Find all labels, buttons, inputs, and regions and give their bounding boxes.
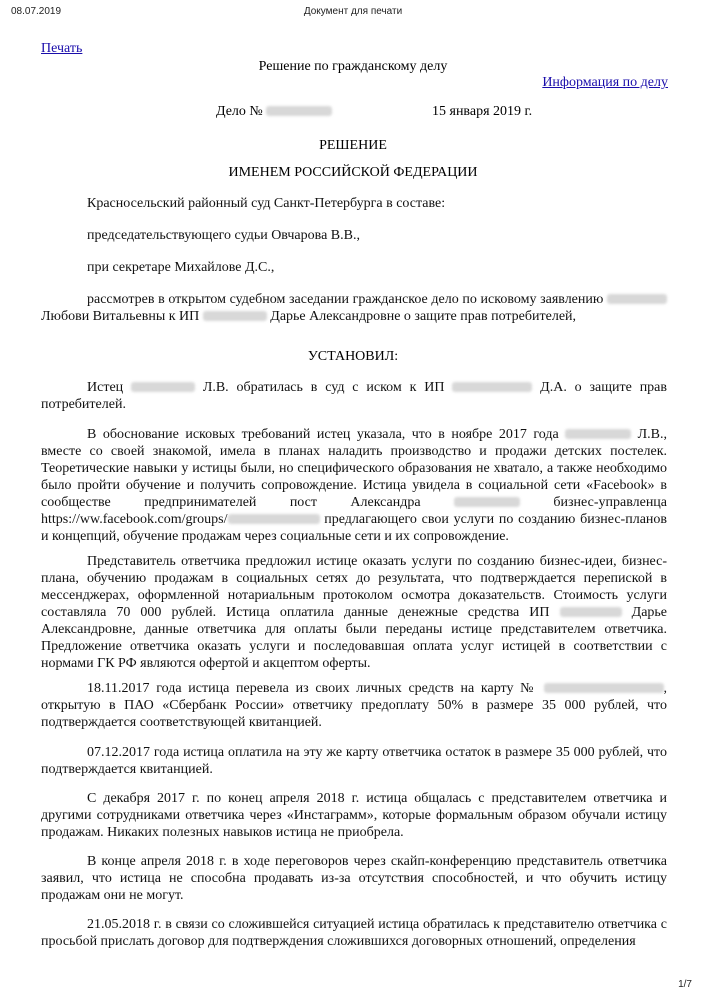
paragraph-claim: Истец Л.В. обратилась в суд с иском к ИП Д.А. о защите прав потребителей. bbox=[41, 380, 668, 412]
established-heading: УСТАНОВИЛ: bbox=[307, 349, 399, 364]
case-date: 15 января 2019 г. bbox=[432, 104, 533, 119]
redacted-defendant-surname bbox=[452, 382, 532, 392]
redacted-name bbox=[454, 497, 520, 507]
paragraph-negotiations: В конце апреля 2018 г. в ходе переговоров через скайп-конференцию представитель ответчика заявил, что истица не способна продавать из-за отсутствия способностей, и что обучить истицу продажам они не могут. bbox=[41, 854, 667, 903]
decision-heading: РЕШЕНИЕ bbox=[319, 138, 387, 153]
print-date: 08.07.2019 bbox=[11, 6, 62, 17]
paragraph-training: С декабря 2017 г. по конец апреля 2018 г. истица общалась с представителем ответчика и другими сотрудниками ответчика через «Инстаграмм», которые формальным образом обучали истицу продажам. Никаких полезных навыков истица не приобрела. bbox=[41, 791, 667, 840]
paragraph-contract-request: 21.05.2018 г. в связи со сложившейся ситуацией истица обратилась к представителю ответчика с просьбой прислать договор для подтверждения сложившихся договорных отношений, определения bbox=[41, 917, 667, 949]
page-number: 1/7 bbox=[678, 979, 692, 990]
secretary-line: при секретаре Михайлове Д.С., bbox=[87, 260, 275, 275]
print-link[interactable]: Печать bbox=[41, 41, 83, 56]
paragraph-final-payment: 07.12.2017 года истица оплатила на эту же карту ответчика остаток в размере 35 000 рублей, что подтверждается квитанцией. bbox=[41, 745, 667, 777]
redacted-plaintiff-surname bbox=[565, 429, 631, 439]
paragraph-grounds: В обоснование исковых требований истец указала, что в ноябре 2017 года Л.В., вместе со своей знакомой, имела в планах наладить производство и продажи детских постелек. Теоретические навыки у истицы были, но специфического образования не хватало, а также необходимо было пройти обучение и получить сопровождение. Истица увидела в социальной сети «Facebook» в сообществе предпринимателей пост Александра бизнес-управленца https://ww.facebook.com/groups/ предлагающего свои услуги по созданию бизнес-планов и концепций, обучение продажам через социальные сети и их сопровождение. bbox=[41, 427, 668, 544]
judge-line: председательствующего судьи Овчарова В.В., bbox=[87, 228, 360, 243]
redacted-defendant-surname bbox=[560, 607, 622, 617]
case-number-label: Дело № bbox=[216, 104, 332, 120]
redacted-defendant-surname bbox=[203, 311, 267, 321]
federation-heading: ИМЕНЕМ РОССИЙСКОЙ ФЕДЕРАЦИИ bbox=[228, 165, 478, 180]
paragraph-representative: Представитель ответчика предложил истице оказать услуги по созданию бизнес-идеи, бизнес-плана, обучению продажам в социальных сетях до результата, что подтверждается перепиской в мессенджерах, оформленной нотариальным протоколом осмотра доказательств. Стоимость услуги составляла 70 000 рублей. Истица оплатила данные денежные средства ИП Дарье Александровне, данные ответчика для оплаты были переданы истице представителем ответчика. Предложение ответчика оказать услуги и последовавшая оплата услуг истицей в соответствии с нормами ГК РФ являются офертой и акцептом оферты. bbox=[41, 554, 668, 671]
redacted-url bbox=[228, 514, 320, 524]
court-line: Красносельский районный суд Санкт-Петербурга в составе: bbox=[87, 196, 446, 211]
document-caption: Решение по гражданскому делу bbox=[258, 59, 448, 74]
paragraph-case-intro: рассмотрев в открытом судебном заседании гражданское дело по исковому заявлению Любови Витальевны к ИП Дарье Александровне о защите прав потребителей, bbox=[41, 291, 667, 325]
redacted-plaintiff-surname bbox=[607, 294, 667, 304]
print-page-title: Документ для печати bbox=[303, 6, 403, 17]
redacted-card-number bbox=[544, 683, 664, 693]
case-info-link[interactable]: Информация по делу bbox=[542, 75, 668, 90]
paragraph-prepayment: 18.11.2017 года истица перевела из своих личных средств на карту № , открытую в ПАО «Сбербанк России» ответчику предоплату 50% в размере 35 000 рублей, что подтверждается соответствующей квитанцией. bbox=[41, 681, 668, 730]
redacted-plaintiff-surname bbox=[131, 382, 195, 392]
redacted-case-number bbox=[266, 106, 332, 116]
